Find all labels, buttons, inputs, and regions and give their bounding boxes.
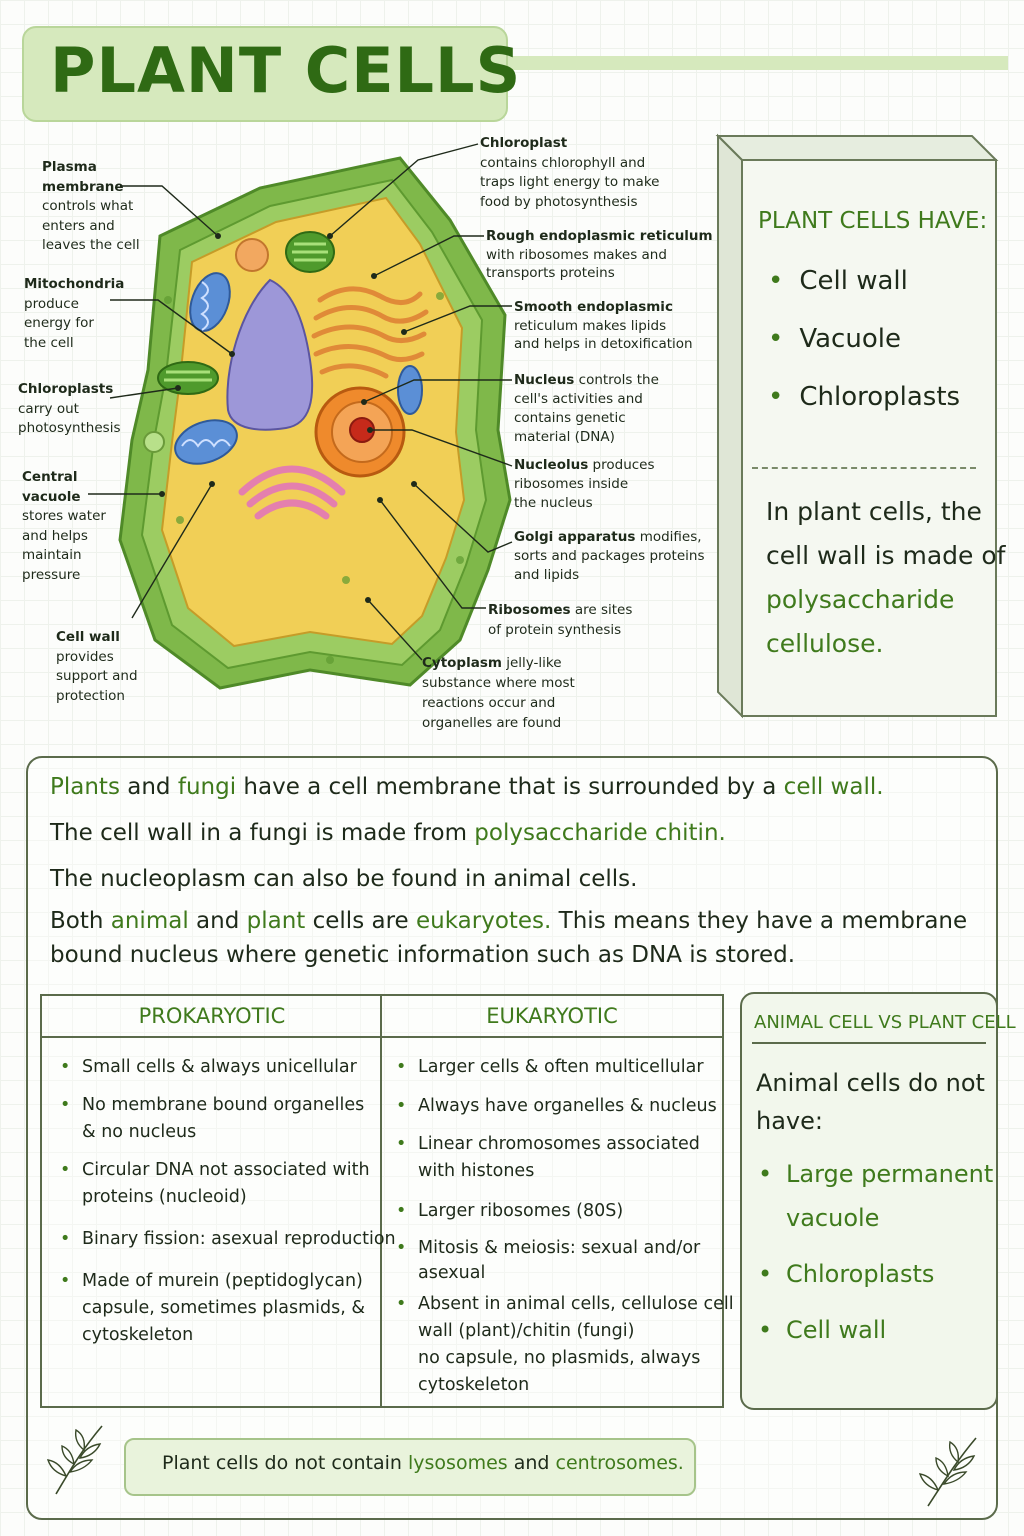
eukaryotic-item: • Larger ribosomes (80S) (418, 1198, 623, 1225)
label-chloroplasts: Chloroplasts carry out photosynthesis (18, 381, 121, 436)
eukaryotic-item: • Always have organelles & nucleus (418, 1093, 717, 1120)
plant-cells-have-heading: PLANT CELLS HAVE: (758, 208, 988, 234)
label-golgi: Golgi apparatus modifies, sorts and packages proteins and lipids (514, 529, 705, 583)
have-item-chloroplasts: • Chloroplasts (768, 382, 960, 412)
label-nucleolus: Nucleolus produces ribosomes inside the nucleus (514, 457, 655, 511)
avp-item-vacuole-cont: vacuole (786, 1204, 880, 1232)
page-title: PLANT CELLS (50, 34, 522, 107)
label-rough-er: Rough endoplasmic reticulum with ribosomes makes and transports proteins (486, 228, 713, 281)
have-divider (752, 467, 976, 469)
label-smooth-er: Smooth endoplasmic reticulum makes lipids and helps in detoxification (514, 299, 693, 352)
label-central-vacuole: Central vacuole stores water and helps maintain pressure (22, 469, 106, 583)
bottom-note-text: Plant cells do not contain lysosomes and centrosomes. (162, 1452, 684, 1474)
table-header-prokaryotic: PROKARYOTIC (138, 1004, 286, 1028)
animal-vs-plant-underline (752, 1042, 986, 1044)
label-cytoplasm: Cytoplasm jelly-like substance where most reactions occur and organelles are found (422, 655, 575, 731)
prokaryotic-item: • Small cells & always unicellular (82, 1054, 357, 1081)
have-item-vacuole: • Vacuole (768, 324, 901, 354)
info-line-4: Both animal and plant cells are eukaryotes. This means they have a membrane (50, 908, 968, 934)
info-line-5: bound nucleus where genetic information such as DNA is stored. (50, 942, 796, 968)
info-line-2: The cell wall in a fungi is made from polysaccharide chitin. (50, 820, 726, 846)
avp-item-vacuole: • Large permanent (786, 1160, 993, 1188)
label-nucleus: Nucleus controls the cell's activities and contains genetic material (DNA) (514, 372, 659, 445)
prokaryotic-item: • Binary fission: asexual reproduction (82, 1226, 396, 1253)
label-ribosomes: Ribosomes are sites of protein synthesis (488, 602, 633, 638)
info-line-1: Plants and fungi have a cell membrane that is surrounded by a cell wall. (50, 774, 884, 800)
prokaryotic-item: • Made of murein (peptidoglycan) capsule, sometimes plasmids, & cytoskeleton (82, 1268, 365, 1349)
animal-vs-plant-text: Animal cells do not have: (756, 1069, 985, 1135)
label-mitochondria: Mitochondria produce energy for the cell (24, 276, 125, 351)
animal-vs-plant-box (740, 992, 998, 1410)
label-plasma-membrane: Plasma membrane controls what enters and leaves the cell (42, 159, 140, 253)
table-column-divider (380, 994, 382, 1408)
have-note-line-1: In plant cells, the (766, 497, 982, 526)
table-header-divider (40, 1036, 724, 1038)
avp-item-chloroplasts: • Chloroplasts (786, 1260, 934, 1288)
leaf-sprig-icon-left (44, 1420, 114, 1500)
have-note-highlight-2: cellulose. (766, 629, 884, 658)
have-note-highlight-1: polysaccharide (766, 585, 955, 614)
have-item-cell-wall: • Cell wall (768, 266, 908, 296)
prokaryotic-item: • Circular DNA not associated with proteins (nucleoid) (82, 1157, 370, 1211)
eukaryotic-item: • Mitosis & meiosis: sexual and/or asexual (418, 1236, 700, 1286)
eukaryotic-item: • Absent in animal cells, cellulose cell wall (plant)/chitin (fungi) no capsule, no plasmids, always cytoskeleton (418, 1291, 734, 1399)
leaf-sprig-icon-right (916, 1430, 986, 1510)
avp-item-cell-wall: • Cell wall (786, 1316, 886, 1344)
prokaryotic-item: • No membrane bound organelles & no nucleus (82, 1092, 364, 1146)
table-header-eukaryotic: EUKARYOTIC (486, 1004, 618, 1028)
have-note-line-2: cell wall is made of (766, 541, 1006, 570)
eukaryotic-item: • Linear chromosomes associated with histones (418, 1131, 700, 1185)
label-cell-wall: Cell wall provides support and protection (56, 629, 138, 704)
eukaryotic-item: • Larger cells & often multicellular (418, 1054, 704, 1081)
info-line-3: The nucleoplasm can also be found in animal cells. (50, 866, 638, 892)
animal-vs-plant-heading: ANIMAL CELL VS PLANT CELL (754, 1012, 1016, 1033)
label-chloroplast: Chloroplast contains chlorophyll and traps light energy to make food by photosynthesis (480, 135, 660, 210)
